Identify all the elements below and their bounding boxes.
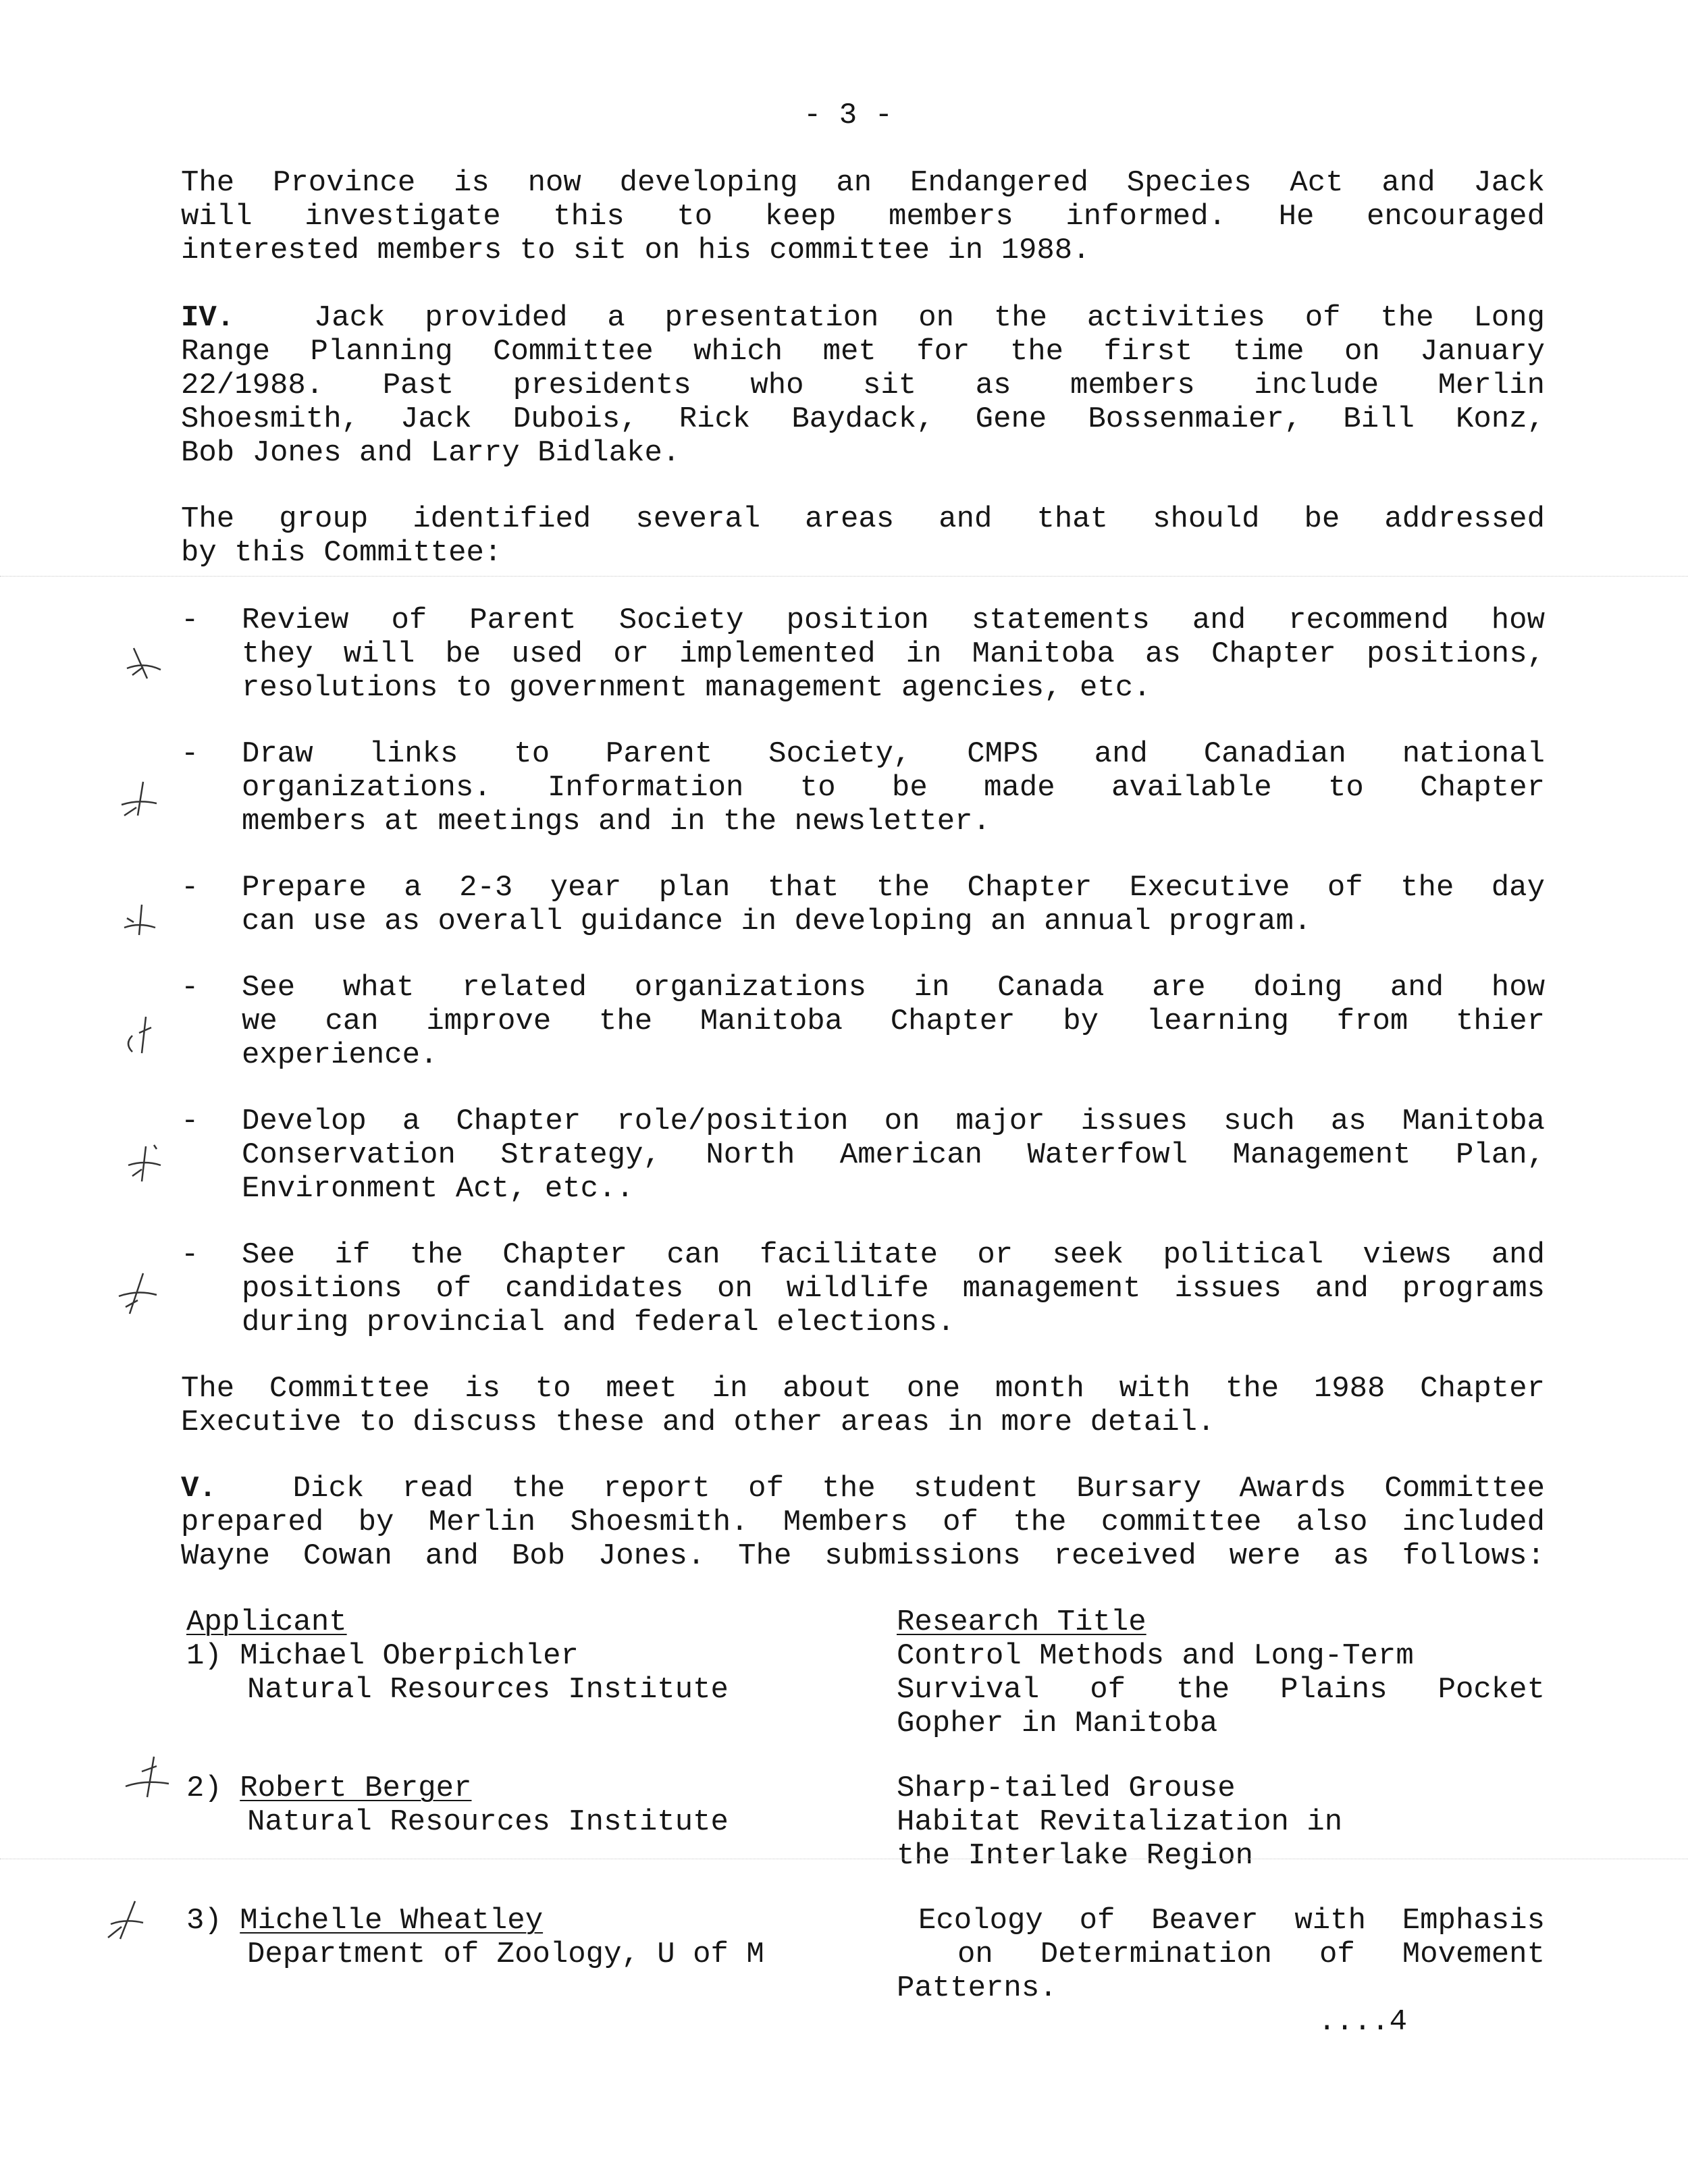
intro-paragraph (181, 166, 1545, 267)
research-title (897, 1904, 1545, 2005)
entry-number: 3) (186, 1904, 222, 1938)
bullet-line: Prepare a 2-3 year plan that the Chapter Executive of the day (242, 871, 1545, 905)
research-title-line: Control Methods and Long-Term (897, 1639, 1414, 1673)
bullet-dash: - (181, 871, 199, 905)
bullet-line: experience. (242, 1038, 438, 1072)
intro-line: interested members to sit on his committee in 1988. (181, 234, 1090, 267)
bullet-line: Review of Parent Society position statements and recommend how (242, 604, 1545, 637)
committee-line: The Committee is to meet in about one month with the 1988 Chapter (181, 1372, 1545, 1406)
applicant-entry (186, 1904, 764, 1971)
entry-number: 1) (186, 1639, 222, 1673)
applicant-name: Robert Berger (240, 1772, 472, 1805)
section-iv-line: Jack provided a presentation on the activities of the Long (313, 301, 1546, 335)
applicant-name-line (186, 1639, 729, 1673)
section-iv-line: Range Planning Committee which met for the first time on January (181, 335, 1545, 369)
committee-line: Executive to discuss these and other areas in more detail. (181, 1406, 1215, 1439)
bullet-dash: - (181, 971, 199, 1005)
handwritten-check-mark-icon (115, 776, 162, 824)
research-title-line: Habitat Revitalization in (897, 1805, 1343, 1839)
section-iv-paragraph (181, 301, 1545, 470)
section-v-first-line (181, 1472, 1545, 1506)
bullet-dash: - (181, 737, 199, 771)
handwritten-check-mark-icon (101, 1897, 149, 1944)
section-v-line: Wayne Cowan and Bob Jones. The submissions received were as follows: (181, 1539, 1545, 1573)
intro-line: The Province is now developing an Endangered Species Act and Jack (181, 166, 1545, 200)
research-title-line: Patterns. (897, 1971, 1057, 2005)
research-title-line: Sharp-tailed Grouse (897, 1772, 1236, 1805)
applicant-name: Michael Oberpichler (240, 1639, 579, 1673)
handwritten-check-mark-icon (115, 898, 162, 945)
research-title-line: Ecology of Beaver with Emphasis (918, 1904, 1545, 1938)
scan-artifact-line (0, 576, 1688, 577)
research-title-line: the Interlake Region (897, 1839, 1254, 1873)
group-intro-line: The group identified several areas and that should be addressed (181, 502, 1545, 536)
applicant-name-line (186, 1904, 764, 1938)
section-iv-numeral: IV. (181, 301, 235, 335)
applicant-institution: Natural Resources Institute (247, 1805, 729, 1839)
handwritten-check-mark-icon (124, 1755, 172, 1803)
section-iv-first-line (181, 301, 1545, 335)
group-intro-paragraph (181, 502, 1545, 570)
group-intro-line: by this Committee: (181, 536, 502, 570)
section-v-paragraph (181, 1472, 1545, 1573)
research-title-header: Research Title (897, 1605, 1146, 1639)
research-title (897, 1639, 1545, 1740)
bullet-dash: - (181, 1238, 199, 1272)
continuation-marker: ....4 (1318, 2005, 1408, 2039)
handwritten-check-mark-icon (120, 641, 167, 689)
applicant-entry (186, 1772, 729, 1839)
bullet-line: See what related organizations in Canada are doing and how (242, 971, 1545, 1005)
section-iv-line: 22/1988. Past presidents who sit as members include Merlin (181, 369, 1545, 402)
applicant-institution: Department of Zoology, U of M (247, 1938, 764, 1971)
page-number: - 3 - (803, 99, 893, 132)
bullet-line: organizations. Information to be made available to Chapter (242, 771, 1545, 805)
bullet-line: Draw links to Parent Society, CMPS and Canadian national (242, 737, 1545, 771)
bullet-line: Environment Act, etc.. (242, 1172, 634, 1206)
handwritten-check-mark-icon (122, 1141, 169, 1188)
handwritten-check-mark-icon (113, 1269, 161, 1316)
handwritten-check-mark-icon (119, 1013, 166, 1060)
section-iv-line: Shoesmith, Jack Dubois, Rick Baydack, Gene Bossenmaier, Bill Konz, (181, 402, 1545, 436)
bullet-line: we can improve the Manitoba Chapter by learning from thier (242, 1005, 1545, 1038)
bullet-dash: - (181, 604, 199, 637)
intro-line: will investigate this to keep members informed. He encouraged (181, 200, 1545, 234)
bullet-line: positions of candidates on wildlife management issues and programs (242, 1272, 1545, 1306)
research-title-line: Gopher in Manitoba (897, 1707, 1218, 1740)
bullet-line: during provincial and federal elections. (242, 1306, 955, 1339)
entry-number: 2) (186, 1772, 222, 1805)
research-title-line: Survival of the Plains Pocket (897, 1673, 1545, 1707)
applicant-name: Michelle Wheatley (240, 1904, 544, 1938)
applicant-header: Applicant (186, 1605, 347, 1639)
research-title (897, 1772, 1545, 1873)
section-iv-line: Bob Jones and Larry Bidlake. (181, 436, 681, 470)
bullet-line: resolutions to government management agencies, etc. (242, 671, 1151, 705)
bullet-line: See if the Chapter can facilitate or seek political views and (242, 1238, 1545, 1272)
bullet-line: can use as overall guidance in developing an annual program. (242, 905, 1312, 938)
applicant-entry (186, 1639, 729, 1707)
bullet-line: they will be used or implemented in Manitoba as Chapter positions, (242, 637, 1545, 671)
section-v-line: prepared by Merlin Shoesmith. Members of the committee also included (181, 1506, 1545, 1539)
section-v-numeral: V. (181, 1472, 217, 1506)
research-title-line: on Determination of Movement (957, 1938, 1545, 1971)
committee-meeting-paragraph (181, 1372, 1545, 1439)
bullet-dash: - (181, 1104, 199, 1138)
bullet-line: Conservation Strategy, North American Waterfowl Management Plan, (242, 1138, 1545, 1172)
bullet-line: Develop a Chapter role/position on major issues such as Manitoba (242, 1104, 1545, 1138)
bullet-line: members at meetings and in the newsletter. (242, 805, 991, 838)
section-v-line: Dick read the report of the student Bursary Awards Committee (292, 1472, 1546, 1506)
applicant-name-line (186, 1772, 729, 1805)
applicant-institution: Natural Resources Institute (247, 1673, 729, 1707)
